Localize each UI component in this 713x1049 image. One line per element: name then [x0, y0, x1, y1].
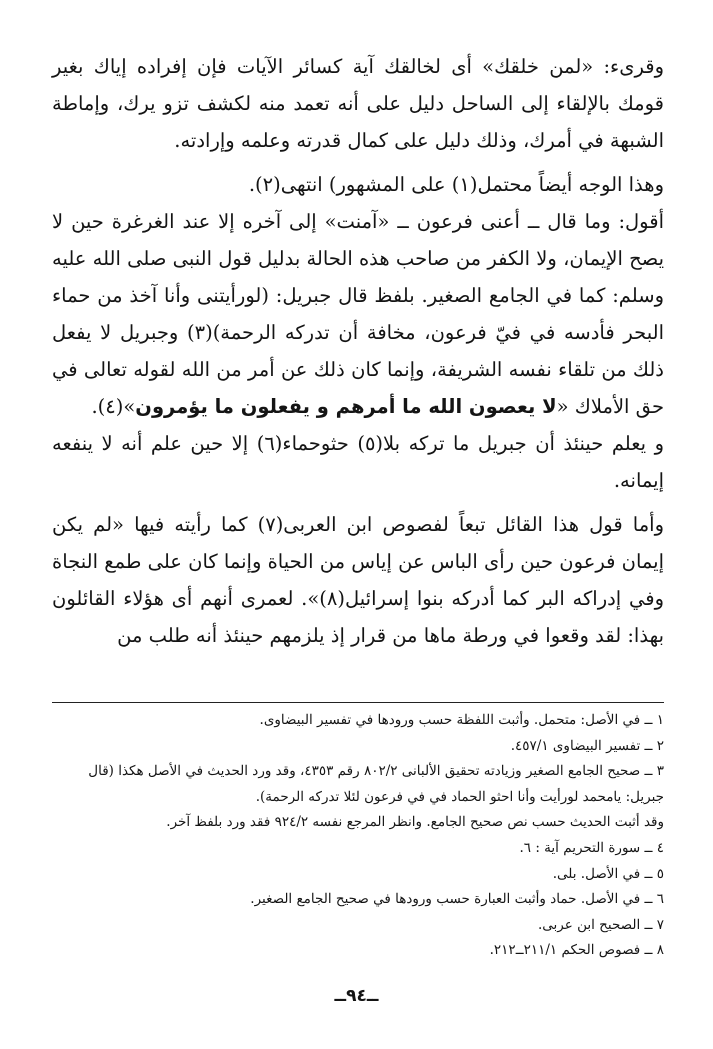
paragraph-1: وقرىء: «لمن خلقك» أى لخالقك آية كسائر الآيات فإن إفراده إياك بغير قومك بالإلقاء إلى الساحل دليل على أنه تعمد منه لكشف تزو يرك، وإماطة الشبهة في أمرك، وذلك دليل على كمال قدرته وعلمه وإرادته. — [52, 55, 664, 152]
footnote-8: ٨ ــ فصوص الحكم ٢١١/١ــ٢١٢. — [489, 942, 664, 959]
footnote-3-continued: وقد أثبت الحديث حسب نص صحيح الجامع. وانظر المرجع نفسه ٩٢٤/٢ فقد ورد بلفظ آخر. — [166, 814, 664, 831]
footnote-2: ٢ ــ تفسير البيضاوى ٤٥٧/١. — [510, 737, 664, 754]
paragraph-3-text: أقول: وما قال ــ أعنى فرعون ــ «آمنت» إلى آخره إلا عند الغرغرة حين لا يصح الإيمان، ولا الكفر من صاحب هذه الحالة بدليل قول النبى صلى الله عليه وسلم: كما في الجامع الصغير. بلفظ قال جبريل: (لورأيتنى وأنا آخذ من حماء البحر فأدسه في فيّ فرعون، مخافة أن تدركه الرحمة)(٣) وجبريل لا يفعل ذلك من تلقاء نفسه الشريفة، وإنما كان ذلك عن أمر من الله لقوله تعالى في حق الأملاك « — [52, 210, 664, 418]
paragraph-5: وأما قول هذا القائل تبعاً لفصوص ابن العربى(٧) كما رأيته فيها «لم يكن إيمان فرعون حين رأى الباس عن إياس من الحياة وإنما كان على طمع النجاة وفي إدراكه البر كما أدركه بنوا إسرائيل(٨)». لعمرى أنهم أى هؤلاء القائلون بهذا: لقد وقعوا في ورطة ماها من قرار إذ يلزمهم حينئذ أنه طلب من — [52, 513, 664, 647]
footnote-4: ٤ ــ سورة التحريم آية : ٦. — [519, 839, 664, 856]
footnote-1: ١ ــ في الأصل: متحمل. وأثبت اللفظة حسب ورودها في تفسير البيضاوى. — [259, 712, 664, 728]
paragraph-3-end: »(٤). — [91, 395, 136, 418]
paragraph-2: وهذا الوجه أيضاً محتمل(١) على المشهور) انتهى(٢). — [248, 173, 664, 196]
main-text — [52, 48, 664, 654]
footnote-7: ٧ ــ الصحيح ابن عربى. — [537, 916, 664, 933]
quran-verse: لا يعصون الله ما أمرهم و يفعلون ما يؤمرون — [135, 395, 557, 418]
footnotes — [52, 708, 664, 964]
page-number: ــ٩٤ــ — [334, 986, 379, 1006]
footnote-6: ٦ ــ في الأصل. حماد وأثبت العبارة حسب ورودها في صحيح الجامع الصغير. — [250, 891, 664, 908]
footnote-divider — [52, 702, 664, 703]
paragraph-3 — [52, 203, 664, 425]
footnote-5: ٥ ــ في الأصل. بلى. — [552, 865, 664, 882]
footnote-3: ٣ ــ صحيح الجامع الصغير وزيادته تحقيق الألبانى ٨٠٢/٢ رقم ٤٣٥٣، وقد ورد الحديث في الأصل هكذا (قال جبريل: يامحمد لورأيت وأنا احثو الحماد في في فرعون لئلا تدركه الرحمة). — [88, 763, 664, 805]
paragraph-4: و يعلم حينئذ أن جبريل ما تركه بلا(٥) حثوحماء(٦) إلا حين علم أنه لا ينفعه إيمانه. — [52, 432, 664, 492]
